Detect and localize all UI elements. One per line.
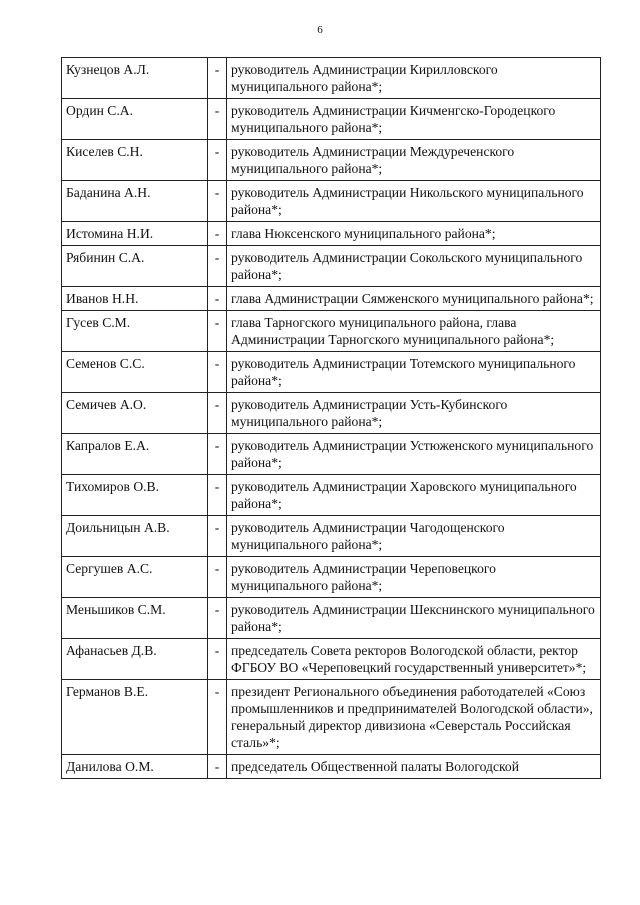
member-name: Кузнецов А.Л. [62, 58, 208, 99]
table-row [62, 434, 601, 475]
separator-dash: - [208, 516, 227, 557]
member-name: Семичев А.О. [62, 393, 208, 434]
separator-dash: - [208, 755, 227, 779]
separator-dash: - [208, 639, 227, 680]
separator-dash: - [208, 181, 227, 222]
member-position: руководитель Администрации Кирилловского муниципального района*; [227, 58, 601, 99]
member-name: Афанасьев Д.В. [62, 639, 208, 680]
separator-dash: - [208, 246, 227, 287]
table-row [62, 393, 601, 434]
member-name: Сергушев А.С. [62, 557, 208, 598]
table-row [62, 99, 601, 140]
member-name: Меньшиков С.М. [62, 598, 208, 639]
member-name: Рябинин С.А. [62, 246, 208, 287]
separator-dash: - [208, 140, 227, 181]
table-row [62, 140, 601, 181]
member-position: руководитель Администрации Кичменгско-Городецкого муниципального района*; [227, 99, 601, 140]
member-position: руководитель Администрации Междуреченского муниципального района*; [227, 140, 601, 181]
table-row [62, 755, 601, 779]
separator-dash: - [208, 557, 227, 598]
member-name: Киселев С.Н. [62, 140, 208, 181]
member-name: Семенов С.С. [62, 352, 208, 393]
member-position: президент Регионального объединения работодателей «Союз промышленников и предпринимателей Вологодской области», генеральный директор дивизиона «Северсталь Российская сталь»*; [227, 680, 601, 755]
members-table-body [62, 58, 601, 779]
table-row [62, 352, 601, 393]
table-row [62, 639, 601, 680]
table-row [62, 246, 601, 287]
separator-dash: - [208, 393, 227, 434]
separator-dash: - [208, 222, 227, 246]
member-position: глава Нюксенского муниципального района*; [227, 222, 601, 246]
table-row [62, 680, 601, 755]
table-row [62, 598, 601, 639]
separator-dash: - [208, 475, 227, 516]
member-position: председатель Общественной палаты Вологодской [227, 755, 601, 779]
member-position: глава Тарногского муниципального района, глава Администрации Тарногского муниципального района*; [227, 311, 601, 352]
member-position: руководитель Администрации Харовского муниципального района*; [227, 475, 601, 516]
separator-dash: - [208, 58, 227, 99]
member-name: Капралов Е.А. [62, 434, 208, 475]
member-position: руководитель Администрации Никольского муниципального района*; [227, 181, 601, 222]
member-position: руководитель Администрации Устюженского муниципального района*; [227, 434, 601, 475]
member-position: руководитель Администрации Череповецкого муниципального района*; [227, 557, 601, 598]
member-position: председатель Совета ректоров Вологодской области, ректор ФГБОУ ВО «Череповецкий государственный университет»*; [227, 639, 601, 680]
member-position: глава Администрации Сямженского муниципального района*; [227, 287, 601, 311]
member-position: руководитель Администрации Сокольского муниципального района*; [227, 246, 601, 287]
member-name: Баданина А.Н. [62, 181, 208, 222]
members-table [61, 57, 601, 779]
separator-dash: - [208, 680, 227, 755]
member-name: Германов В.Е. [62, 680, 208, 755]
member-name: Истомина Н.И. [62, 222, 208, 246]
table-row [62, 516, 601, 557]
table-row [62, 311, 601, 352]
member-position: руководитель Администрации Тотемского муниципального района*; [227, 352, 601, 393]
table-row [62, 287, 601, 311]
separator-dash: - [208, 434, 227, 475]
separator-dash: - [208, 352, 227, 393]
table-row [62, 475, 601, 516]
table-row [62, 222, 601, 246]
separator-dash: - [208, 99, 227, 140]
member-name: Иванов Н.Н. [62, 287, 208, 311]
separator-dash: - [208, 311, 227, 352]
member-name: Тихомиров О.В. [62, 475, 208, 516]
member-position: руководитель Администрации Шекснинского муниципального района*; [227, 598, 601, 639]
separator-dash: - [208, 287, 227, 311]
table-row [62, 557, 601, 598]
separator-dash: - [208, 598, 227, 639]
member-name: Ордин С.А. [62, 99, 208, 140]
member-name: Гусев С.М. [62, 311, 208, 352]
member-name: Данилова О.М. [62, 755, 208, 779]
member-position: руководитель Администрации Чагодощенского муниципального района*; [227, 516, 601, 557]
table-row [62, 58, 601, 99]
table-row [62, 181, 601, 222]
page-number: 6 [317, 24, 323, 36]
member-name: Доильницын А.В. [62, 516, 208, 557]
member-position: руководитель Администрации Усть-Кубинского муниципального района*; [227, 393, 601, 434]
